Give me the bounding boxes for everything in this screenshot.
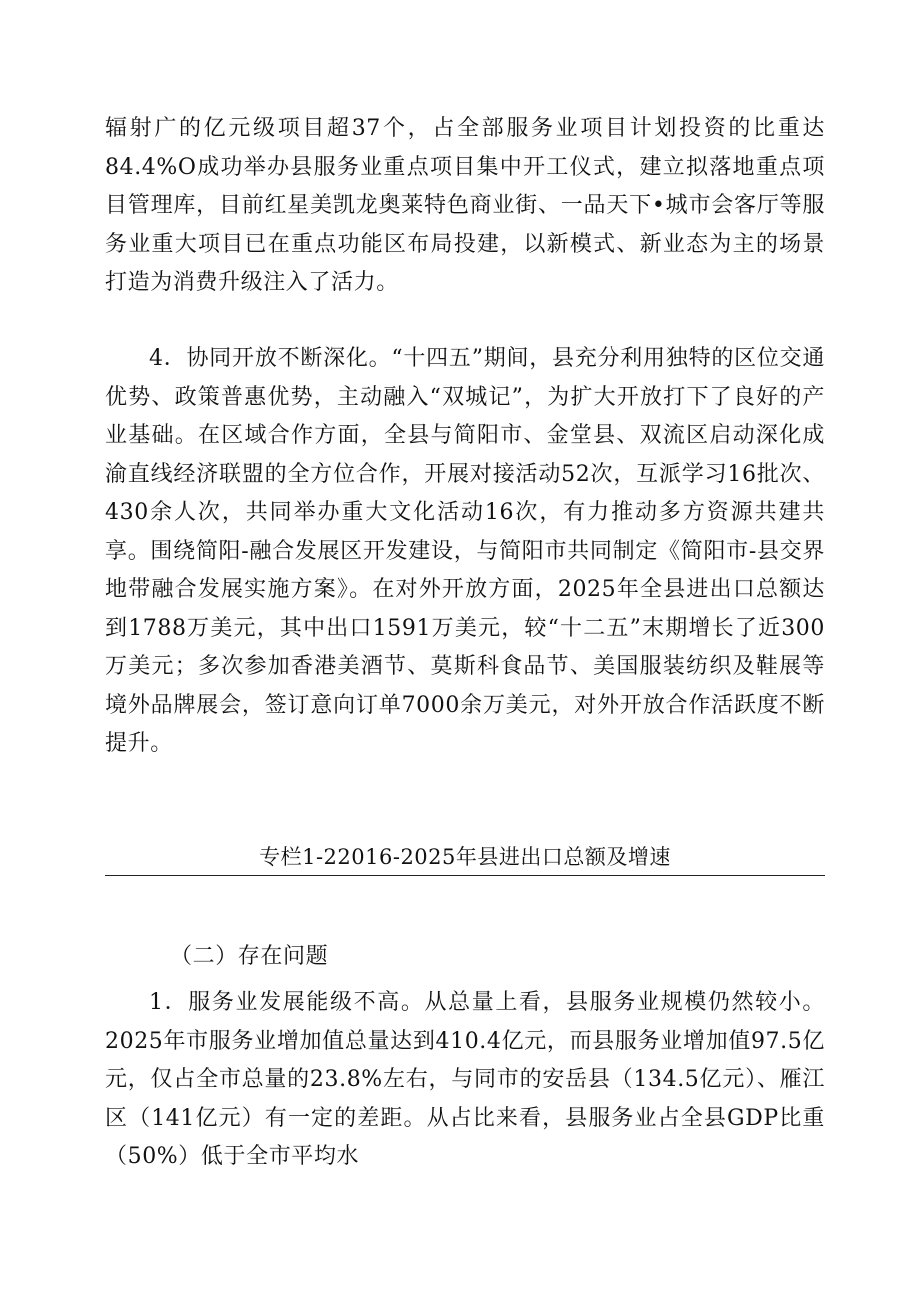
paragraph-service-projects: 辐射广的亿元级项目超37个，占全部服务业项目计划投资的比重达84.4%O成功举办县服务业重点项目集中开工仪式，建立拟落地重点项目管理库，目前红星美凯龙奥莱特色商业街、一品天下•城市会客厅等服务业重大项目已在重点功能区布局投建，以新模式、新业态为主的场景打造为消费升级注入了活力。: [105, 116, 825, 295]
section-heading: （二）存在问题: [170, 944, 329, 969]
paragraph-opening-up: 4．协同开放不断深化。“十四五”期间，县充分利用独特的区位交通优势、政策普惠优势，主动融入“双城记”，为扩大开放打下了良好的产业基础。在区域合作方面，全县与简阳市、金堂县、双流区启动深化成渝直线经济联盟的全方位合作，开展对接活动52次，互派学习16批次、430余人次，共同举办重大文化活动16次，有力推动多方资源共建共享。围绕简阳-融合发展区开发建设，与简阳市共同制定《简阳市-县交界地带融合发展实施方案》。在对外开放方面，2025年全县进出口总额达到1788万美元，其中出口1591万美元，较“十二五”末期增长了近300万美元；多次参加香港美酒节、莫斯科食品节、美国服装纺织及鞋展等境外品牌展会，签订意向订单7000余万美元，对外开放合作活跃度不断提升。: [105, 346, 825, 756]
caption-divider: [105, 875, 825, 876]
table-caption: 专栏1-22016-2025年县进出口总额及增速: [259, 845, 671, 869]
paragraph-service-level: 1．服务业发展能级不高。从总量上看，县服务业规模仍然较小。2025年市服务业增加值总量达到410.4亿元，而县服务业增加值97.5亿元，仅占全市总量的23.8%左右，与同市的安岳县（134.5亿元）、雁江区（141亿元）有一定的差距。从占比来看，县服务业占全县GDP比重（50%）低于全市平均水: [105, 990, 825, 1169]
